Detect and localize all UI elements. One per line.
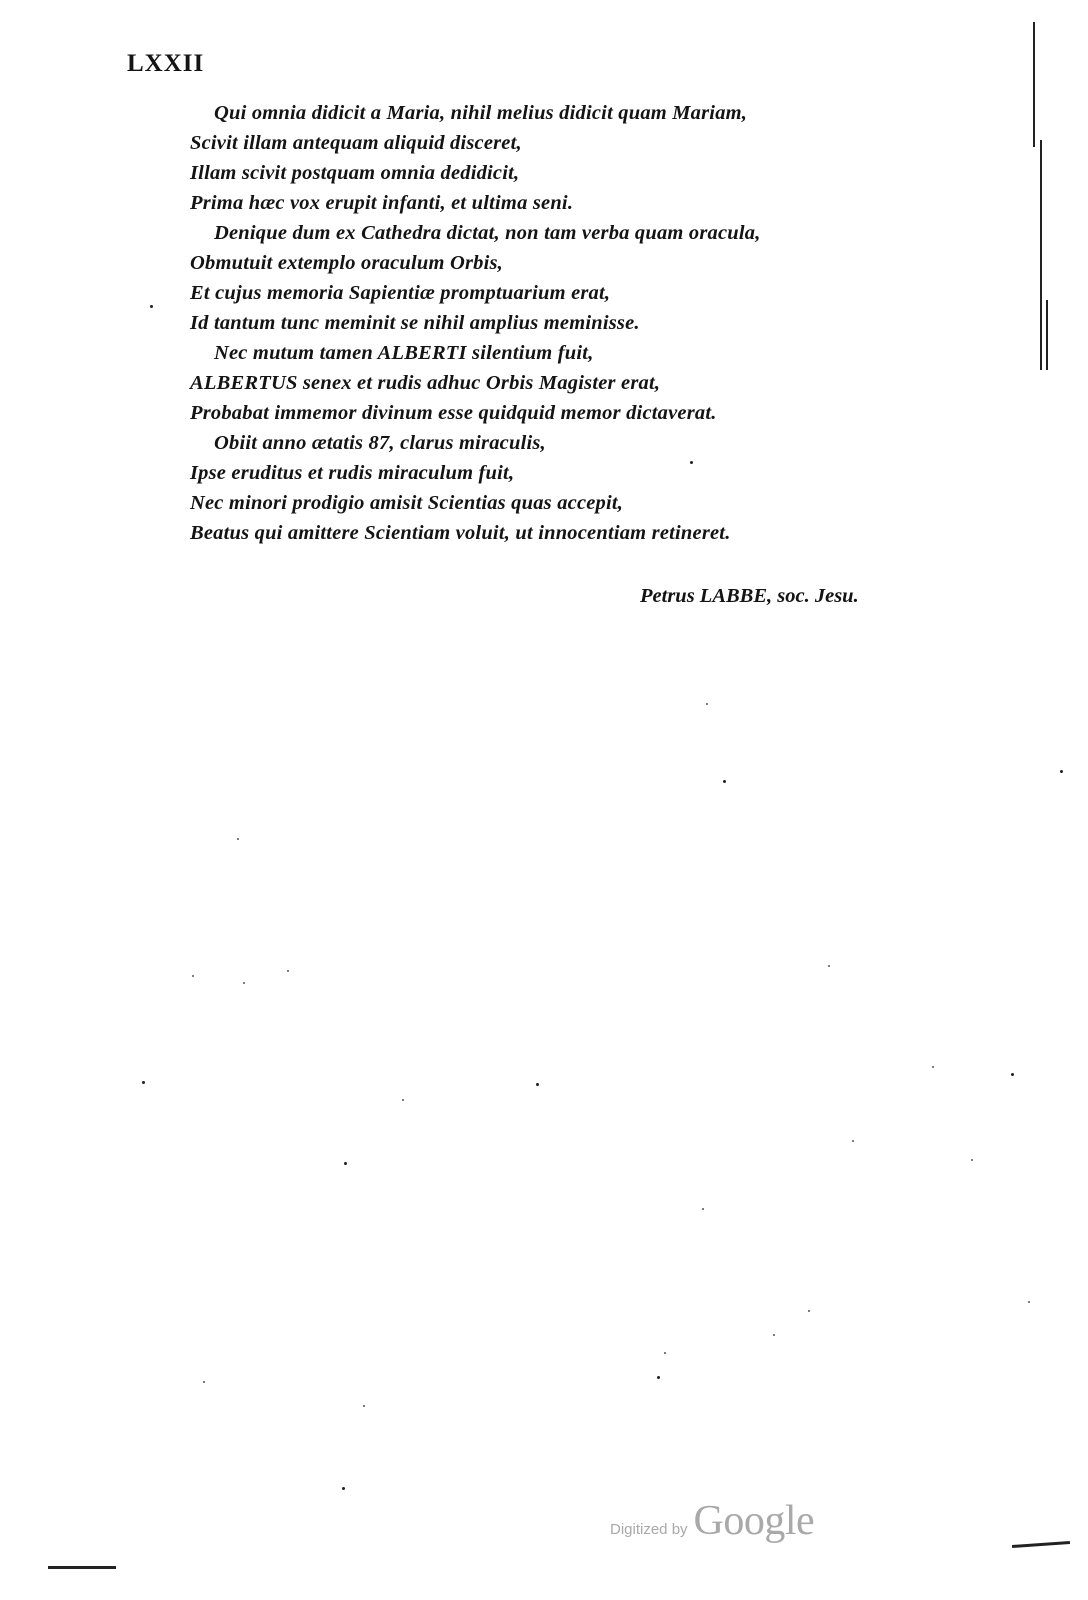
scan-speck	[702, 1208, 704, 1210]
poem-line: Denique dum ex Cathedra dictat, non tam verba quam oracula,	[214, 222, 761, 244]
poem-body	[190, 98, 890, 548]
scan-speck	[1011, 1073, 1014, 1076]
scan-speck	[657, 1376, 660, 1379]
signature: Petrus LABBE, soc. Jesu.	[640, 585, 859, 607]
poem-line: Nec minori prodigio amisit Scientias quas accepit,	[190, 492, 624, 514]
poem-line: Obmutuit extemplo oraculum Orbis,	[190, 252, 503, 274]
poem-line: Illam scivit postquam omnia dedidicit,	[190, 162, 520, 184]
poem-line: Probabat immemor divinum esse quidquid memor dictaverat.	[190, 402, 717, 424]
digitized-by-google-watermark	[610, 1497, 814, 1545]
scan-edge-line	[1033, 22, 1035, 147]
scan-edge-line	[48, 1566, 116, 1569]
poem-line: Id tantum tunc meminit se nihil amplius meminisse.	[190, 312, 640, 334]
scan-speck	[773, 1334, 775, 1336]
scan-speck	[808, 1310, 810, 1312]
scan-speck	[828, 965, 830, 967]
scan-speck	[142, 1081, 145, 1084]
scan-speck	[203, 1381, 205, 1383]
google-logo: Google	[693, 1498, 815, 1544]
scan-speck	[192, 975, 194, 977]
scan-speck	[664, 1352, 666, 1354]
poem-line: Qui omnia didicit a Maria, nihil melius didicit quam Mariam,	[214, 102, 748, 124]
scan-speck	[706, 703, 708, 705]
scan-edge-line	[1012, 1541, 1070, 1548]
scan-speck	[287, 970, 289, 972]
scan-speck	[243, 982, 245, 984]
scan-edge-line	[1046, 300, 1048, 370]
scan-speck	[852, 1140, 854, 1142]
page-number: LXXII	[127, 50, 205, 77]
scan-speck	[363, 1405, 365, 1407]
scan-speck	[150, 305, 153, 308]
poem-line: Prima hæc vox erupit infanti, et ultima seni.	[190, 192, 574, 214]
scan-speck	[342, 1487, 345, 1490]
scan-speck	[971, 1159, 973, 1161]
scan-speck	[344, 1162, 347, 1165]
scan-speck	[1028, 1301, 1030, 1303]
watermark-prefix: Digitized by	[610, 1521, 688, 1538]
poem-line: Scivit illam antequam aliquid disceret,	[190, 132, 522, 154]
poem-line: Ipse eruditus et rudis miraculum fuit,	[190, 462, 515, 484]
scan-speck	[237, 838, 239, 840]
poem-line: Obiit anno ætatis 87, clarus miraculis,	[214, 432, 546, 454]
poem-line: Et cujus memoria Sapientiæ promptuarium erat,	[190, 282, 611, 304]
scan-edge-line	[1040, 140, 1042, 370]
poem-line: Nec mutum tamen ALBERTI silentium fuit,	[214, 342, 594, 364]
scan-speck	[690, 461, 693, 464]
poem-line: Beatus qui amittere Scientiam voluit, ut innocentiam retineret.	[190, 522, 731, 544]
scan-speck	[1060, 770, 1063, 773]
scan-speck	[536, 1083, 539, 1086]
scan-speck	[402, 1099, 404, 1101]
poem-line: ALBERTUS senex et rudis adhuc Orbis Magister erat,	[190, 372, 661, 394]
scan-speck	[723, 780, 726, 783]
scan-speck	[932, 1066, 934, 1068]
